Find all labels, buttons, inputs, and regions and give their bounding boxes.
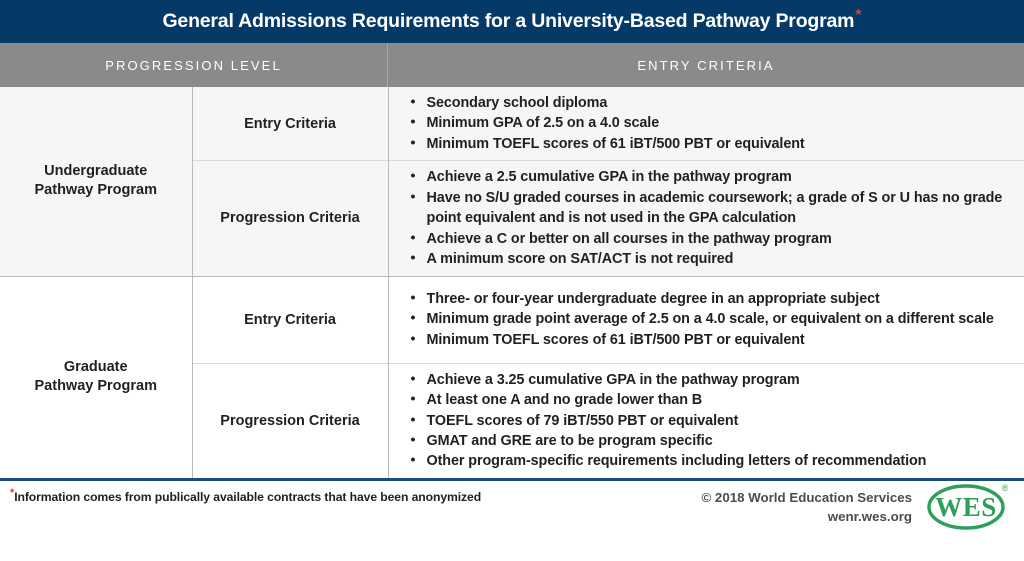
bullet-list (407, 289, 1011, 350)
criteria-label-undergrad-progression: Progression Criteria (192, 161, 388, 276)
list-item: • Secondary school diploma (423, 93, 1011, 113)
wes-logo-icon (926, 481, 1010, 533)
list-item: • Achieve a C or better on all courses in the pathway program (423, 229, 1011, 249)
list-item: • Minimum TOEFL scores of 61 iBT/500 PBT or equivalent (423, 330, 1011, 350)
column-header-progression-level: PROGRESSION LEVEL (0, 43, 388, 87)
title-footnote-marker: * (855, 7, 862, 25)
wes-logo (926, 481, 1010, 533)
criteria-label-grad-progression: Progression Criteria (192, 363, 388, 478)
level-cell-undergraduate (0, 87, 192, 276)
website-text: wenr.wes.org (827, 509, 912, 524)
list-item: • Achieve a 2.5 cumulative GPA in the pathway program (423, 167, 1011, 187)
credit-block (701, 481, 1010, 533)
list-item: • TOEFL scores of 79 iBT/550 PBT or equivalent (423, 411, 1011, 431)
criteria-items-grad-entry (388, 276, 1024, 363)
list-item: • Three- or four-year undergraduate degree in an appropriate subject (423, 289, 1011, 309)
level-label-line1: Undergraduate (44, 162, 148, 179)
footnote-marker: * (10, 486, 15, 499)
page-title (162, 7, 862, 32)
criteria-label-undergrad-entry: Entry Criteria (192, 87, 388, 161)
list-item: • At least one A and no grade lower than B (423, 390, 1011, 410)
table-row (0, 276, 1024, 363)
level-label-line2: Pathway Program (34, 182, 157, 199)
svg-text:WES: WES (935, 492, 997, 522)
title-bar (0, 0, 1024, 43)
bullet-list (407, 93, 1011, 154)
list-item: • Achieve a 3.25 cumulative GPA in the pathway program (423, 370, 1011, 390)
criteria-items-undergrad-entry (388, 87, 1024, 161)
list-item: • A minimum score on SAT/ACT is not required (423, 249, 1011, 269)
requirements-table (0, 87, 1024, 478)
svg-text:®: ® (1001, 483, 1009, 493)
page-title-text: General Admissions Requirements for a University-Based Pathway Program (162, 9, 855, 32)
criteria-items-undergrad-progression (388, 161, 1024, 276)
criteria-label-grad-entry: Entry Criteria (192, 276, 388, 363)
level-label-line2: Pathway Program (34, 378, 157, 395)
level-cell-graduate (0, 276, 192, 478)
bullet-list (407, 370, 1011, 472)
list-item: • Have no S/U graded courses in academic coursework; a grade of S or U has no grade point equivalent and is not used in the GPA calculation (423, 188, 1011, 229)
copyright-block (701, 488, 912, 527)
level-label-line1: Graduate (63, 358, 128, 375)
list-item: • GMAT and GRE are to be program specific (423, 431, 1011, 451)
list-item: • Minimum GPA of 2.5 on a 4.0 scale (423, 113, 1011, 133)
table-column-header-row (0, 43, 1024, 87)
list-item: • Other program-specific requirements including letters of recommendation (423, 451, 1011, 471)
column-header-entry-criteria: ENTRY CRITERIA (637, 57, 775, 73)
criteria-items-grad-progression (388, 363, 1024, 478)
list-item: • Minimum grade point average of 2.5 on a 4.0 scale, or equivalent on a different scale (423, 309, 1011, 329)
table-row (0, 87, 1024, 161)
copyright-text: © 2018 World Education Services (701, 489, 912, 505)
footnote-text: Information comes from publically available contracts that have been anonymized (14, 489, 482, 504)
bullet-list (407, 167, 1011, 269)
list-item: • Minimum TOEFL scores of 61 iBT/500 PBT or equivalent (423, 134, 1011, 154)
